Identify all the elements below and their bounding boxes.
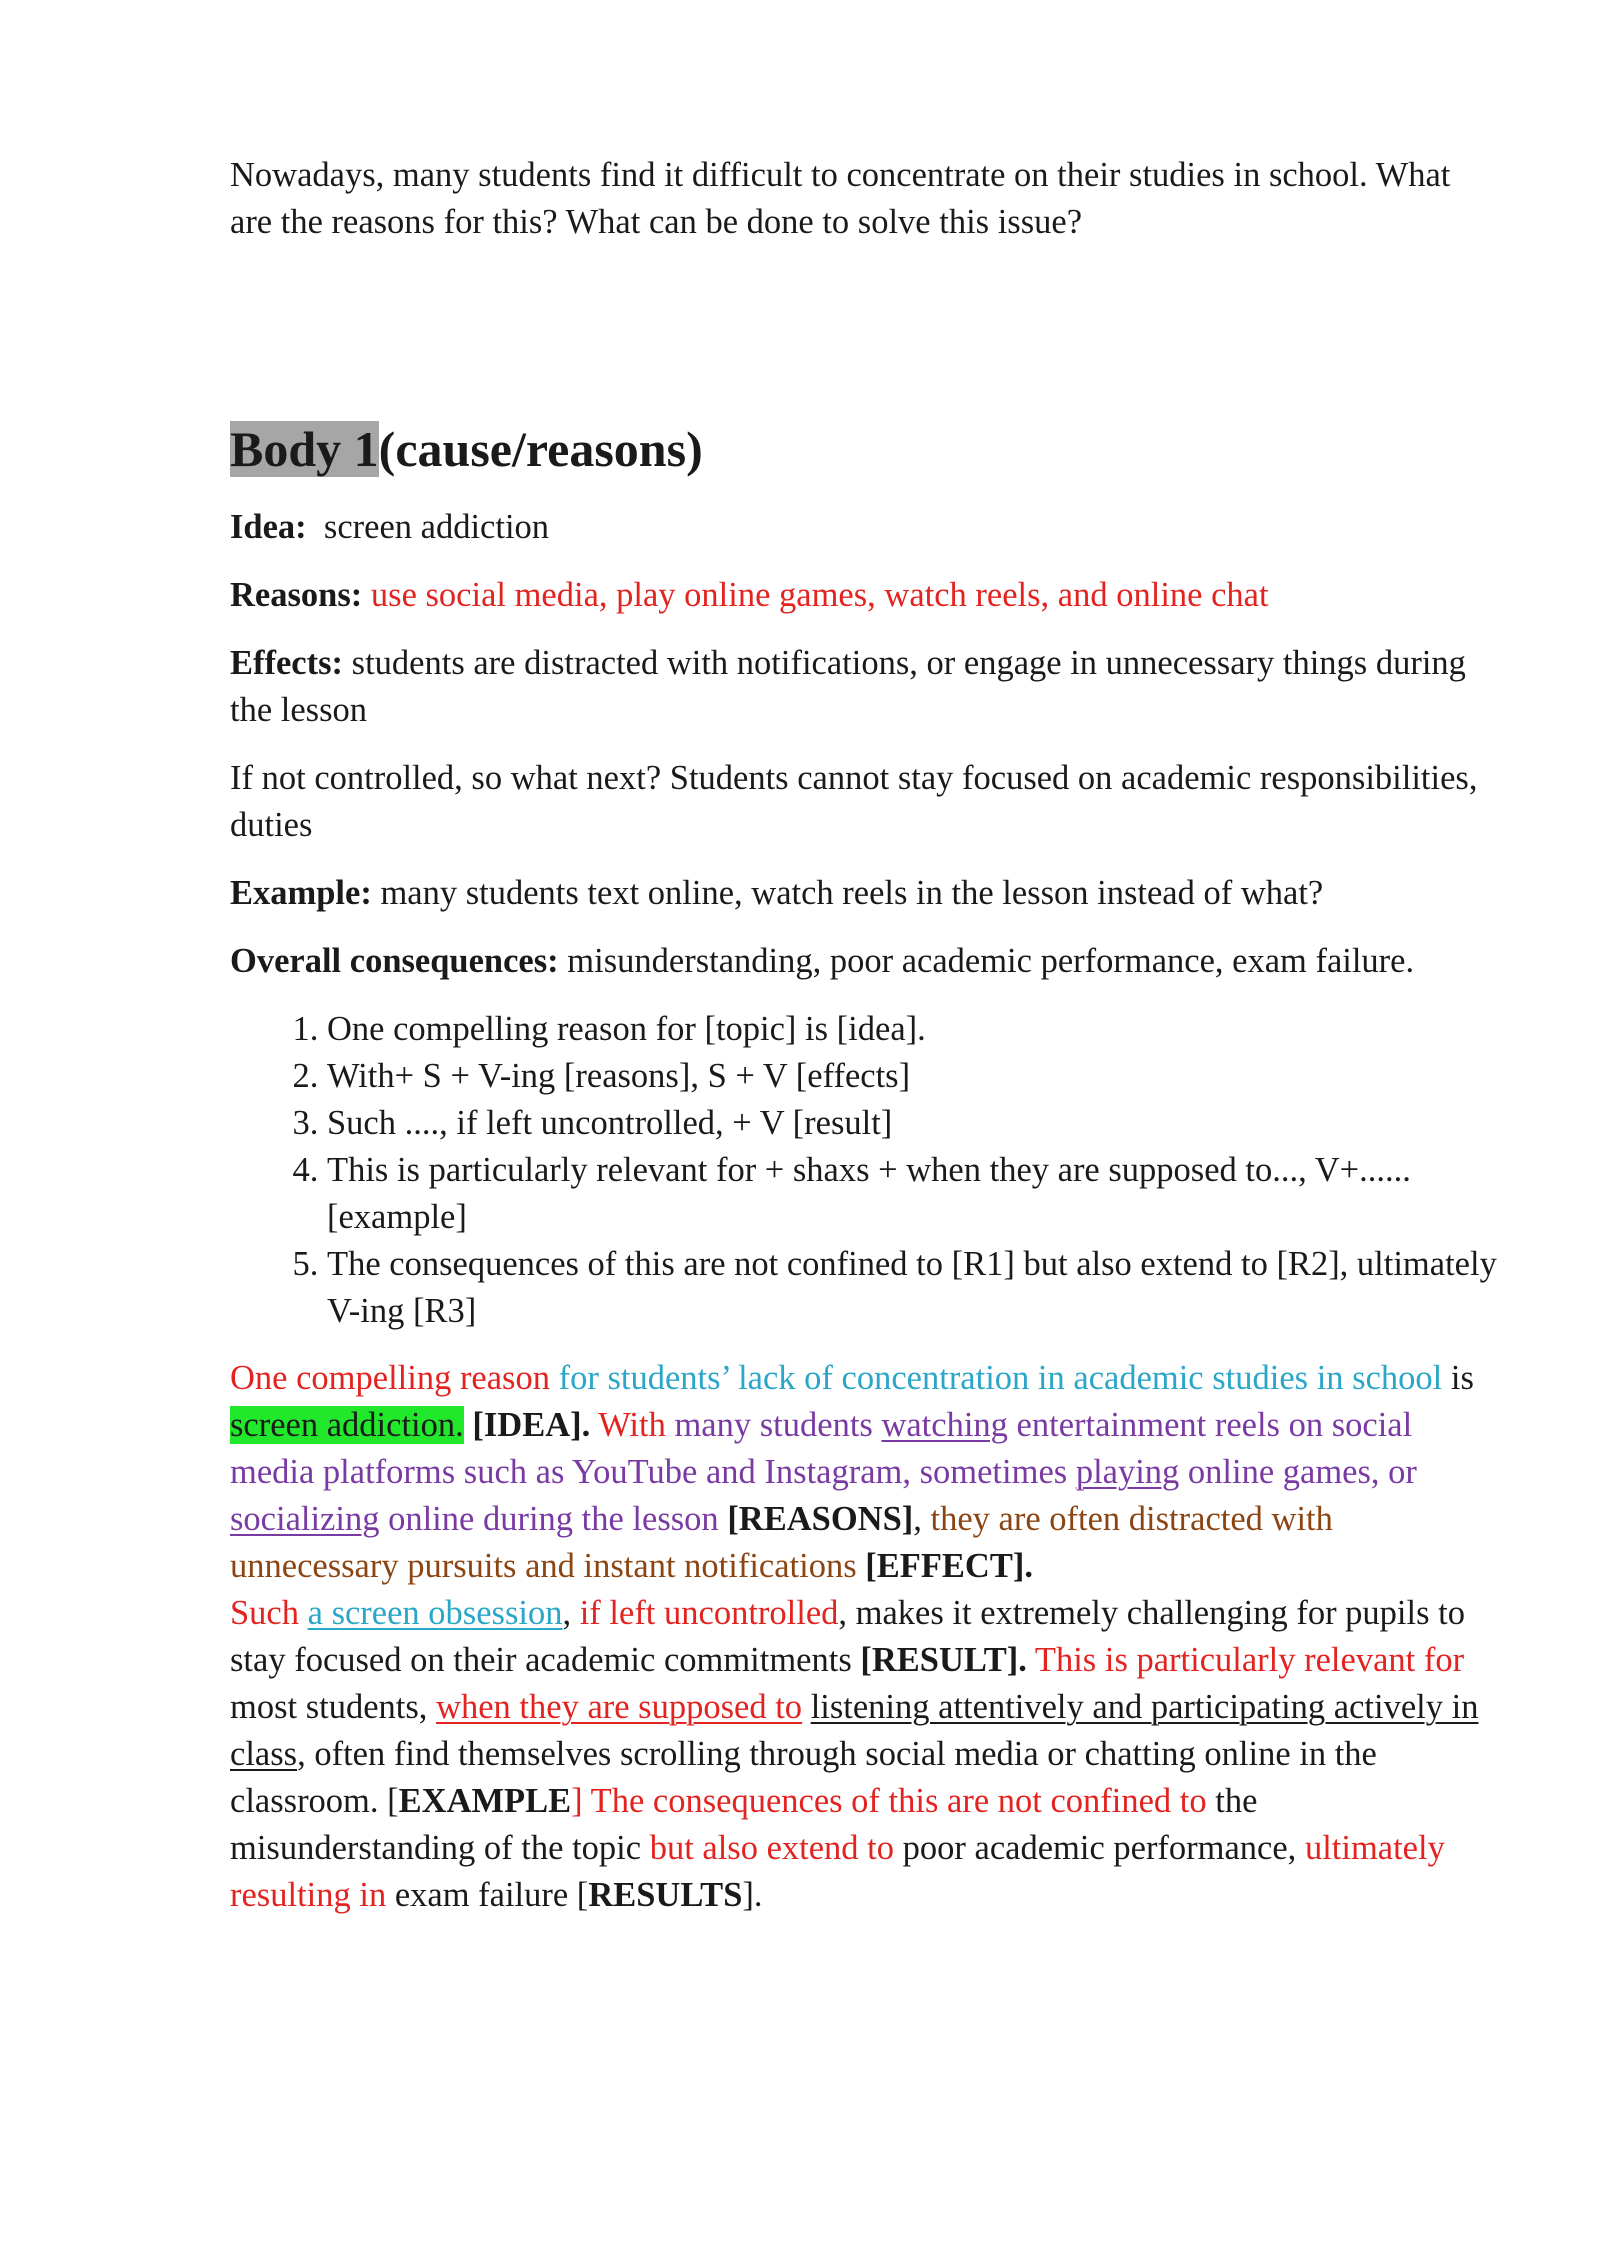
reason-verb-watching: watching [881,1406,1008,1444]
text-segment: ]. [742,1876,763,1914]
text-segment: exam failure [ [386,1876,589,1914]
example-field [230,870,1500,917]
tag-result: [RESULT]. [860,1641,1027,1679]
reason-segment: online games, or [1179,1453,1417,1491]
example-clause: , often find themselves scrolling through social media or chatting online in the classroom. [ [230,1735,1377,1820]
list-item: 4. This is particularly relevant for + shaxs + when they are supposed to..., V+......[example] [327,1147,1500,1241]
example-label: Example: [230,874,372,912]
phrase-ultimately: ultimately resulting in [230,1829,1445,1914]
text-segment: most students, [230,1688,437,1726]
heading-rest: (cause/reasons) [378,421,703,477]
phrase-supposed-to: when they are supposed to [436,1688,803,1726]
effect-clause: they are often distracted with unnecessary pursuits and instant notifications [230,1500,1333,1585]
effects-field [230,640,1500,734]
tag-effect: [EFFECT]. [856,1547,1033,1585]
idea-field [230,504,1500,551]
idea-value: screen addiction [323,508,550,546]
list-item: 5. The consequences of this are not confined to [R1] but also extend to [R2], ultimately V-ing [R3] [327,1241,1500,1335]
idea-highlight: screen addiction. [230,1406,464,1444]
effects-label: Effects: [230,644,344,682]
phrase-but-also: but also extend to [649,1829,895,1867]
heading-highlight: Body 1 [230,421,379,477]
model-paragraph [230,1355,1500,1919]
essay-prompt: Nowadays, many students find it difficult to concentrate on their studies in school. What are the reasons for this? What can be done to solve this issue? [230,156,1451,241]
phrase-topic: for students’ lack of concentration in academic studies in school [549,1359,1443,1397]
reasons-value: use social media, play online games, watch reels, and online chat [370,576,1269,614]
text-segment: poor academic performance, [894,1829,1305,1867]
tag-example: EXAMPLE [398,1782,572,1820]
next-field: If not controlled, so what next? Students cannot stay focused on academic responsibilities, duties [230,759,1478,844]
phrase-uncontrolled: if left uncontrolled [579,1594,839,1632]
text-segment [802,1688,811,1726]
consequences-field [230,938,1500,985]
tag-idea: [IDEA]. [463,1406,591,1444]
text-segment: is [1442,1359,1474,1397]
reason-segment: many students [665,1406,882,1444]
reasons-field [230,572,1500,619]
result-clause: , makes it extremely challenging for pupils to stay focused on their academic commitments [230,1594,1465,1679]
tag-reasons: [REASONS] [727,1500,914,1538]
list-item: 1. One compelling reason for [topic] is [idea]. [327,1006,1500,1053]
phrase-such: Such [230,1594,308,1632]
reason-segment: online during the lesson [379,1500,728,1538]
reason-segment: entertainment reels on social media platforms such as YouTube and Instagram, sometimes [230,1406,1413,1491]
example-value: many students text online, watch reels in the lesson instead of what? [380,874,1324,912]
phrase-screen-obsession: a screen obsession [307,1594,563,1632]
idea-label: Idea: [230,508,307,546]
phrase-compelling-reason: One compelling reason [230,1359,550,1397]
consequences-value: misunderstanding, poor academic performance, exam failure. [567,942,1415,980]
reason-verb-playing: playing [1075,1453,1180,1491]
phrase-listening: listening attentively and participating actively in class [230,1688,1479,1773]
phrase-relevant: This is particularly relevant for [1026,1641,1465,1679]
phrase-with: With [590,1406,666,1444]
consequences-label: Overall consequences: [230,942,559,980]
text-segment: , [913,1500,931,1538]
reason-verb-socializing: socializing [230,1500,380,1538]
text-segment: the misunderstanding of the topic [230,1782,1258,1867]
document-content [230,152,1500,1919]
tag-results: RESULTS [588,1876,743,1914]
list-item: 2. With+ S + V-ing [reasons], S + V [effects] [327,1053,1500,1100]
reasons-label: Reasons: [230,576,363,614]
section-heading [230,416,1500,482]
text-segment: , [562,1594,580,1632]
phrase-consequences: ] The consequences of this are not confined to [571,1782,1207,1820]
effects-value: students are distracted with notifications, or engage in unnecessary things during the lesson [230,644,1466,729]
list-item: 3. Such ...., if left uncontrolled, + V [result] [327,1100,1500,1147]
template-list [230,1006,1500,1335]
